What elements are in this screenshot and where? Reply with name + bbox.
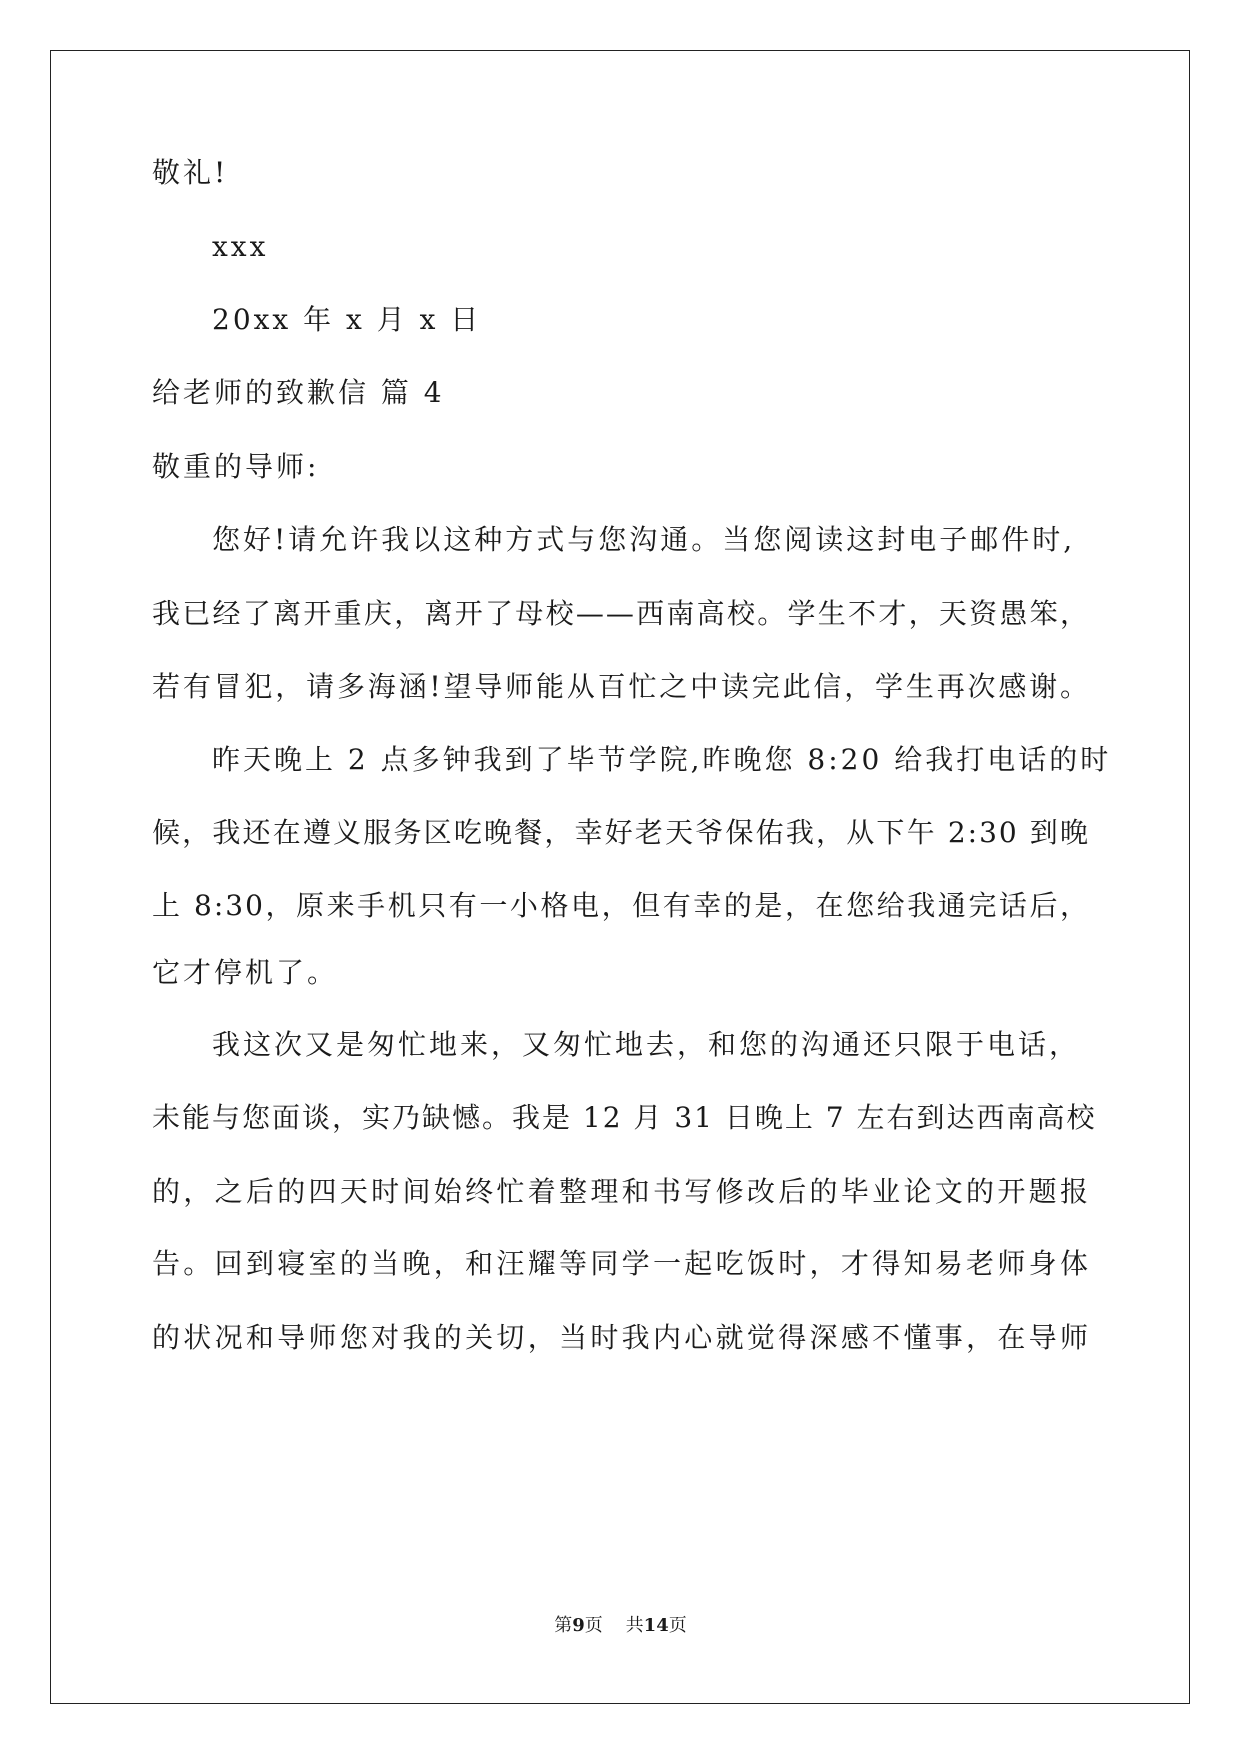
total-prefix: 共: [625, 1615, 644, 1636]
paragraph-line: 我这次又是匆忙地来，又匆忙地去，和您的沟通还只限于电话，: [212, 1028, 1081, 1061]
page-prefix: 第: [554, 1615, 573, 1636]
total-page-count: 14: [643, 1615, 669, 1636]
greeting: 敬重的导师:: [152, 450, 320, 483]
signature-name: xxx: [212, 230, 269, 263]
section-heading: 给老师的致歉信 篇 4: [152, 376, 445, 409]
signature-date: 20xx 年 x 月 x 日: [212, 303, 482, 336]
paragraph-line: 候，我还在遵义服务区吃晚餐，幸好老天爷保佑我，从下午 2:30 到晚: [152, 816, 1090, 849]
paragraph-line: 告。回到寝室的当晚，和汪耀等同学一起吃饭时，才得知易老师身体: [152, 1247, 1090, 1280]
closing-salutation: 敬礼!: [152, 156, 229, 189]
paragraph-line: 上 8:30，原来手机只有一小格电，但有幸的是，在您给我通完话后，: [152, 889, 1090, 922]
paragraph-line: 未能与您面谈，实乃缺憾。我是 12 月 31 日晚上 7 左右到达西南高校: [152, 1101, 1097, 1134]
paragraph-line: 您好!请允许我以这种方式与您沟通。当您阅读这封电子邮件时,: [212, 523, 1076, 556]
paragraph-line: 昨天晚上 2 点多钟我到了毕节学院,昨晚您 8:20 给我打电话的时: [212, 743, 1112, 776]
current-page-number: 9: [572, 1615, 585, 1636]
page-border: [50, 50, 1190, 1704]
total-suffix: 页: [668, 1615, 687, 1636]
paragraph-line: 我已经了离开重庆，离开了母校——西南高校。学生不才，天资愚笨，: [152, 597, 1090, 630]
page-footer: [0, 1614, 1241, 1638]
paragraph-line: 的，之后的四天时间始终忙着整理和书写修改后的毕业论文的开题报: [152, 1175, 1090, 1208]
paragraph-line: 它才停机了。: [152, 956, 339, 989]
paragraph-line: 的状况和导师您对我的关切，当时我内心就觉得深感不懂事，在导师: [152, 1321, 1090, 1354]
page-suffix: 页: [584, 1615, 603, 1636]
paragraph-line: 若有冒犯，请多海涵!望导师能从百忙之中读完此信，学生再次感谢。: [152, 670, 1090, 703]
